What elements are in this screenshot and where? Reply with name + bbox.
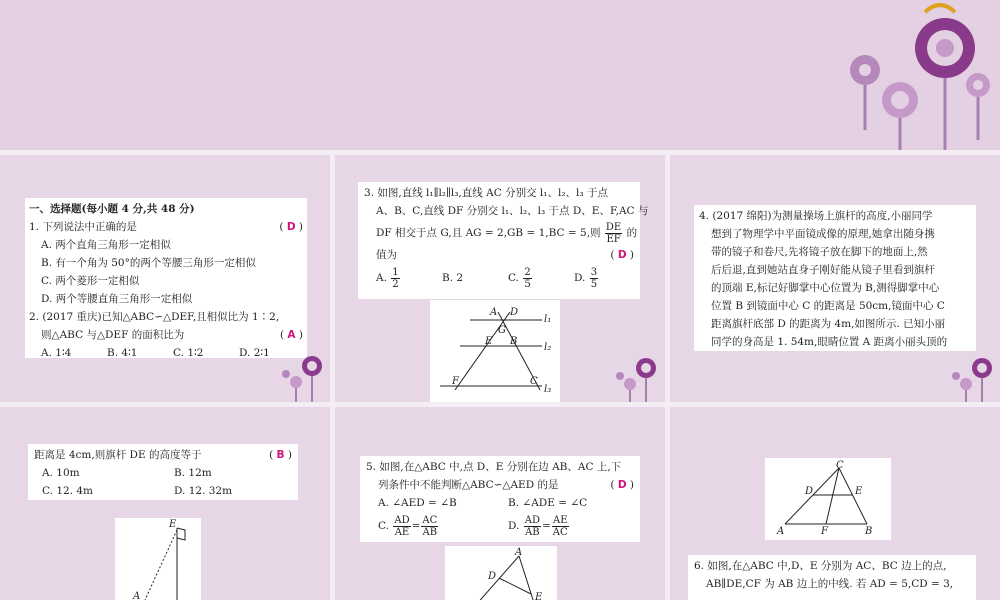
question-4-line: 的顶端 E,标记好脚掌中心位置为 B,测得脚掌中心 (711, 282, 940, 294)
text-span: DF 相交于点 G,且 AG = 2,GB = 1,BC = 5,则 (376, 227, 601, 239)
line-label: l₃ (544, 384, 552, 395)
option: B. 有一个角为 50°的两个等腰三角形一定相似 (41, 257, 256, 269)
denominator: AE (394, 526, 410, 538)
question-3 (364, 246, 634, 264)
option-label: D. (508, 520, 520, 532)
question-card-5 (360, 456, 640, 542)
fraction (421, 515, 438, 538)
fraction (393, 515, 410, 538)
point-label: C (530, 376, 538, 387)
answer-badge: B (276, 449, 285, 461)
section-title: 一、选择题(每小题 4 分,共 48 分) (29, 203, 195, 215)
denominator: AC (552, 526, 568, 538)
question-card-1-2 (25, 198, 307, 358)
text-span: 的 (626, 227, 638, 239)
denominator: 5 (590, 278, 598, 290)
option (508, 264, 574, 292)
line-label: l₂ (544, 342, 552, 353)
triangle-median-figure (765, 458, 891, 540)
flower-circles-decoration-icon (278, 350, 330, 402)
option: D. 2∶1 (239, 347, 270, 359)
point-label: E (169, 519, 177, 530)
option (376, 264, 442, 292)
option: D. 12. 32m (174, 485, 233, 497)
option (574, 264, 634, 292)
numerator: AE (552, 514, 568, 526)
question-4-line: 4. (2017 绵阳)为测量操场上旗杆的高度,小丽同学 (699, 210, 933, 222)
question-5 (366, 476, 634, 494)
option: C. 12. 4m (42, 485, 94, 497)
denominator: EF (606, 233, 621, 245)
question-2-line: 2. (2017 重庆)已知△ABC∽△DEF,且相似比为 1∶2, (29, 311, 280, 323)
question-stem: 则△ABC 与△DEF 的面积比为 (41, 329, 185, 341)
options-row (364, 264, 634, 292)
answer-bracket: ( D ) (610, 249, 634, 261)
question-4-line: 带的镜子和卷尺,先将镜子放在脚下的地面上,然 (711, 246, 928, 258)
parallel-lines-figure (430, 300, 560, 402)
fraction (524, 515, 541, 538)
option: B. 2 (442, 272, 464, 284)
fraction (523, 267, 531, 290)
question-4-line: 位置 B 到镜面中心 C 的距离是 50cm,镜面中心 C (711, 300, 945, 312)
question-3-line: 3. 如图,直线 l₁∥l₂∥l₃,直线 AC 分别交 l₁、l₂、l₃ 于点 (364, 187, 608, 199)
option: C. $\frac{AD}{AE}$ = $\frac{AC}{AB}$ (378, 514, 438, 538)
answer-badge: D (617, 479, 627, 491)
option: A. 10m (42, 467, 80, 479)
option: A. 1∶4 (41, 347, 72, 359)
divider (0, 150, 1000, 155)
option: B. 12m (174, 467, 212, 479)
divider (0, 402, 1000, 407)
fraction (605, 222, 622, 245)
flagpole-figure (115, 518, 201, 600)
divider (665, 150, 670, 600)
option: B. 4∶1 (107, 347, 138, 359)
numerator: 3 (590, 266, 598, 278)
point-label: F (452, 376, 459, 387)
point-label: A (490, 307, 498, 318)
option: C. 两个菱形一定相似 (41, 275, 140, 287)
option-label: C. (508, 272, 519, 284)
answer-bracket: ( D ) (610, 479, 634, 491)
option-label: D. (574, 272, 586, 284)
point-label: D (510, 307, 519, 318)
denominator: AB (525, 526, 540, 538)
question-stem: 列条件中不能判断△ABC∽△AED 的是 (378, 479, 559, 491)
question-4-line: 同学的身高是 1. 54m,眼睛位置 A 距离小丽头顶的 (711, 336, 948, 348)
question-4-end (34, 446, 292, 464)
point-label: C (836, 460, 844, 471)
numerator: DE (605, 221, 622, 233)
options-row (366, 512, 634, 540)
divider (330, 150, 335, 600)
numerator: AD (524, 514, 540, 526)
options-row (34, 464, 292, 482)
options-row (29, 344, 303, 362)
denominator: 5 (524, 278, 531, 290)
question-2 (29, 326, 303, 344)
options-row (34, 482, 292, 500)
option-label: C. (378, 520, 389, 532)
numerator: 2 (524, 266, 531, 278)
point-label: E (855, 486, 863, 497)
question-3-line (364, 220, 638, 246)
point-label: D (805, 486, 814, 497)
question-stem: 1. 下列说法中正确的是 (29, 221, 137, 233)
question-card-4-continued (28, 444, 298, 500)
denominator: 2 (392, 278, 399, 290)
point-label: B (510, 336, 518, 347)
flower-circles-decoration-icon (948, 352, 1000, 402)
fraction (391, 267, 399, 290)
point-label: F (821, 526, 828, 537)
point-label: G (498, 325, 506, 336)
question-4-line: 想到了物理学中平面镜成像的原理,她拿出随身携 (711, 228, 935, 240)
point-label: A (515, 547, 523, 558)
answer-badge: D (286, 221, 296, 233)
answer-bracket: ( A ) (279, 329, 303, 341)
question-3-line: A、B、C,直线 DF 分别交 l₁、l₂、l₃ 于点 D、E、F,AC 与 (376, 205, 649, 217)
question-4-line: 距离旗杆底部 D 的距离为 4m,如图所示. 已知小丽 (711, 318, 946, 330)
point-label: E (485, 336, 493, 347)
point-label: B (865, 526, 873, 537)
point-label: A (133, 591, 141, 600)
option: D. 两个等腰直角三角形一定相似 (41, 293, 193, 305)
option: A. 两个直角三角形一定相似 (41, 239, 171, 251)
flower-circles-decoration-icon (612, 352, 664, 402)
answer-badge: D (617, 249, 627, 261)
numerator: AD (394, 514, 410, 526)
answer-bracket: ( B ) (269, 449, 292, 461)
question-stem: 值为 (376, 249, 397, 261)
answer-bracket: ( D ) (279, 221, 303, 233)
question-6-line: AB∥DE,CF 为 AB 边上的中线. 若 AD = 5,CD = 3, (706, 578, 954, 590)
option: D. $\frac{AD}{AB}$ = $\frac{AE}{AC}$ (508, 514, 568, 538)
question-5-line: 5. 如图,在△ABC 中,点 D、E 分别在边 AB、AC 上,下 (366, 461, 622, 473)
triangle-figure (445, 546, 557, 600)
question-card-4 (694, 205, 976, 351)
option: B. ∠ADE = ∠C (508, 497, 588, 509)
fraction (552, 515, 569, 538)
question-1 (29, 218, 303, 236)
fraction (590, 267, 598, 290)
option-label: A. (376, 272, 387, 284)
question-4-line: 后后退,直到她站直身子刚好能从镜子里看到旗杆 (711, 264, 935, 276)
denominator: AB (422, 526, 438, 538)
question-card-6 (688, 555, 976, 600)
point-label: A (777, 526, 785, 537)
question-stem: 距离是 4cm,则旗杆 DE 的高度等于 (34, 449, 202, 461)
option: C. 1∶2 (173, 347, 204, 359)
question-6-line: 6. 如图,在△ABC 中,D、E 分别为 AC、BC 边上的点, (694, 560, 947, 572)
question-card-3 (358, 182, 649, 299)
point-label: E (535, 592, 543, 600)
options-row (366, 494, 634, 512)
answer-badge: A (287, 329, 296, 341)
option: A. ∠AED = ∠B (378, 497, 457, 509)
point-label: D (488, 571, 497, 582)
numerator: AC (422, 514, 438, 526)
numerator: 1 (392, 266, 399, 278)
flower-circles-decoration-icon (830, 0, 1000, 150)
line-label: l₁ (544, 314, 552, 325)
